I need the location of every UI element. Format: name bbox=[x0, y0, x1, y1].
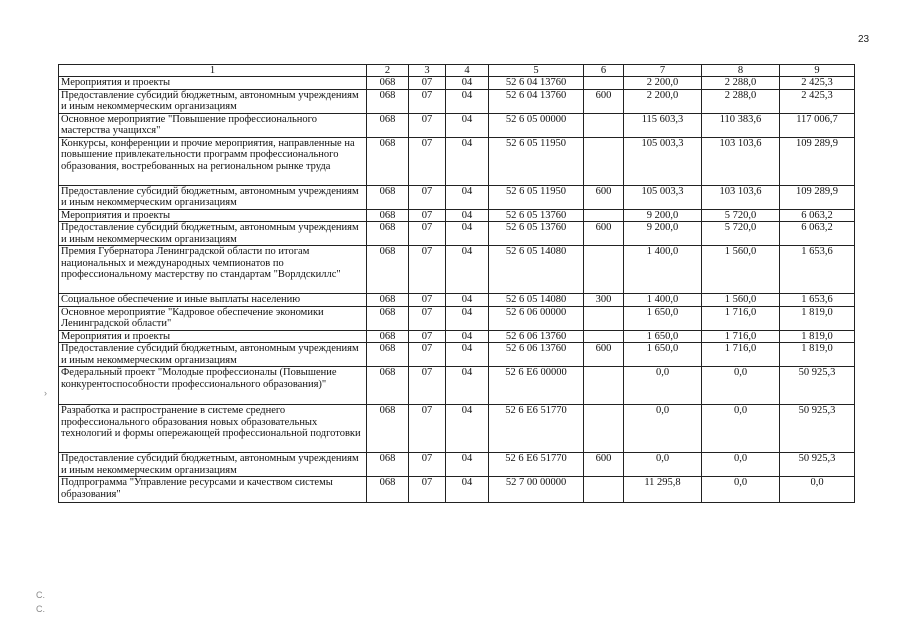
col-4-subsection: 04 bbox=[446, 222, 489, 246]
col-3-section: 07 bbox=[409, 89, 446, 113]
col-9-amount: 109 289,9 bbox=[780, 137, 855, 185]
col-9-amount: 0,0 bbox=[780, 477, 855, 503]
col-5-target-code: 52 6 05 00000 bbox=[489, 113, 584, 137]
row-name: Предоставление субсидий бюджетным, автономным учреждениям и иным некоммерческим организациям bbox=[59, 343, 367, 367]
col-6-expense-type: 600 bbox=[584, 222, 624, 246]
row-name: Основное мероприятие "Повышение профессионального мастерства учащихся" bbox=[59, 113, 367, 137]
col-8-amount: 110 383,6 bbox=[702, 113, 780, 137]
col-2-code: 068 bbox=[367, 453, 409, 477]
col-6-expense-type bbox=[584, 77, 624, 90]
row-name: Основное мероприятие "Кадровое обеспечение экономики Ленинградской области" bbox=[59, 306, 367, 330]
col-3-section: 07 bbox=[409, 405, 446, 453]
col-4-subsection: 04 bbox=[446, 137, 489, 185]
col-7-amount: 11 295,8 bbox=[624, 477, 702, 503]
column-header: 5 bbox=[489, 65, 584, 77]
col-2-code: 068 bbox=[367, 113, 409, 137]
col-2-code: 068 bbox=[367, 294, 409, 307]
row-name: Подпрограмма "Управление ресурсами и качеством системы образования" bbox=[59, 477, 367, 503]
col-3-section: 07 bbox=[409, 306, 446, 330]
row-name: Мероприятия и проекты bbox=[59, 209, 367, 222]
col-9-amount: 1 653,6 bbox=[780, 294, 855, 307]
col-6-expense-type: 600 bbox=[584, 89, 624, 113]
col-4-subsection: 04 bbox=[446, 367, 489, 405]
col-5-target-code: 52 6 04 13760 bbox=[489, 89, 584, 113]
col-3-section: 07 bbox=[409, 367, 446, 405]
col-9-amount: 1 819,0 bbox=[780, 306, 855, 330]
col-3-section: 07 bbox=[409, 330, 446, 343]
col-5-target-code: 52 6 05 11950 bbox=[489, 185, 584, 209]
col-4-subsection: 04 bbox=[446, 246, 489, 294]
col-5-target-code: 52 6 05 11950 bbox=[489, 137, 584, 185]
col-8-amount: 103 103,6 bbox=[702, 185, 780, 209]
col-2-code: 068 bbox=[367, 185, 409, 209]
col-9-amount: 6 063,2 bbox=[780, 222, 855, 246]
col-2-code: 068 bbox=[367, 306, 409, 330]
col-6-expense-type bbox=[584, 137, 624, 185]
row-name: Мероприятия и проекты bbox=[59, 77, 367, 90]
row-name: Предоставление субсидий бюджетным, автономным учреждениям и иным некоммерческим организациям bbox=[59, 453, 367, 477]
col-7-amount: 2 200,0 bbox=[624, 89, 702, 113]
col-2-code: 068 bbox=[367, 343, 409, 367]
col-9-amount: 1 819,0 bbox=[780, 330, 855, 343]
row-name: Премия Губернатора Ленинградской области по итогам национальных и международных чемпионатов по профессиональному мастерству по стандартам "Ворлдскиллс" bbox=[59, 246, 367, 294]
column-header: 1 bbox=[59, 65, 367, 77]
col-3-section: 07 bbox=[409, 343, 446, 367]
col-7-amount: 105 003,3 bbox=[624, 185, 702, 209]
col-9-amount: 6 063,2 bbox=[780, 209, 855, 222]
col-6-expense-type: 600 bbox=[584, 453, 624, 477]
col-9-amount: 2 425,3 bbox=[780, 77, 855, 90]
col-9-amount: 1 819,0 bbox=[780, 343, 855, 367]
col-5-target-code: 52 7 00 00000 bbox=[489, 477, 584, 503]
column-header: 6 bbox=[584, 65, 624, 77]
col-9-amount: 117 006,7 bbox=[780, 113, 855, 137]
column-header: 4 bbox=[446, 65, 489, 77]
col-9-amount: 1 653,6 bbox=[780, 246, 855, 294]
table-row bbox=[59, 405, 855, 453]
col-8-amount: 1 560,0 bbox=[702, 294, 780, 307]
col-2-code: 068 bbox=[367, 367, 409, 405]
col-6-expense-type bbox=[584, 405, 624, 453]
col-8-amount: 103 103,6 bbox=[702, 137, 780, 185]
col-2-code: 068 bbox=[367, 330, 409, 343]
table-row bbox=[59, 367, 855, 405]
col-7-amount: 1 400,0 bbox=[624, 246, 702, 294]
col-4-subsection: 04 bbox=[446, 306, 489, 330]
col-8-amount: 0,0 bbox=[702, 477, 780, 503]
col-4-subsection: 04 bbox=[446, 453, 489, 477]
col-4-subsection: 04 bbox=[446, 477, 489, 503]
row-name: Мероприятия и проекты bbox=[59, 330, 367, 343]
col-8-amount: 1 716,0 bbox=[702, 343, 780, 367]
col-7-amount: 1 650,0 bbox=[624, 343, 702, 367]
col-5-target-code: 52 6 05 13760 bbox=[489, 222, 584, 246]
table-row bbox=[59, 222, 855, 246]
col-8-amount: 0,0 bbox=[702, 367, 780, 405]
table-row bbox=[59, 477, 855, 503]
col-9-amount: 50 925,3 bbox=[780, 453, 855, 477]
col-6-expense-type: 300 bbox=[584, 294, 624, 307]
col-6-expense-type bbox=[584, 209, 624, 222]
col-7-amount: 105 003,3 bbox=[624, 137, 702, 185]
column-header: 7 bbox=[624, 65, 702, 77]
table-row bbox=[59, 113, 855, 137]
row-name: Предоставление субсидий бюджетным, автономным учреждениям и иным некоммерческим организациям bbox=[59, 222, 367, 246]
row-name: Предоставление субсидий бюджетным, автономным учреждениям и иным некоммерческим организациям bbox=[59, 185, 367, 209]
col-3-section: 07 bbox=[409, 477, 446, 503]
column-header: 3 bbox=[409, 65, 446, 77]
col-5-target-code: 52 6 05 13760 bbox=[489, 209, 584, 222]
col-4-subsection: 04 bbox=[446, 209, 489, 222]
col-8-amount: 1 716,0 bbox=[702, 330, 780, 343]
margin-mark: С. bbox=[36, 590, 45, 600]
col-3-section: 07 bbox=[409, 222, 446, 246]
col-5-target-code: 52 6 06 13760 bbox=[489, 343, 584, 367]
col-8-amount: 2 288,0 bbox=[702, 77, 780, 90]
col-7-amount: 115 603,3 bbox=[624, 113, 702, 137]
col-2-code: 068 bbox=[367, 209, 409, 222]
col-7-amount: 2 200,0 bbox=[624, 77, 702, 90]
col-6-expense-type bbox=[584, 306, 624, 330]
col-3-section: 07 bbox=[409, 453, 446, 477]
col-9-amount: 50 925,3 bbox=[780, 405, 855, 453]
col-7-amount: 9 200,0 bbox=[624, 209, 702, 222]
table-row bbox=[59, 209, 855, 222]
col-3-section: 07 bbox=[409, 137, 446, 185]
table-row bbox=[59, 343, 855, 367]
col-3-section: 07 bbox=[409, 246, 446, 294]
col-8-amount: 2 288,0 bbox=[702, 89, 780, 113]
row-name: Предоставление субсидий бюджетным, автономным учреждениям и иным некоммерческим организациям bbox=[59, 89, 367, 113]
col-7-amount: 9 200,0 bbox=[624, 222, 702, 246]
col-4-subsection: 04 bbox=[446, 405, 489, 453]
col-6-expense-type bbox=[584, 246, 624, 294]
table-row bbox=[59, 453, 855, 477]
col-3-section: 07 bbox=[409, 209, 446, 222]
page-number: 23 bbox=[858, 34, 870, 45]
col-7-amount: 0,0 bbox=[624, 405, 702, 453]
col-9-amount: 50 925,3 bbox=[780, 367, 855, 405]
col-6-expense-type bbox=[584, 477, 624, 503]
col-8-amount: 0,0 bbox=[702, 405, 780, 453]
table-row bbox=[59, 185, 855, 209]
col-2-code: 068 bbox=[367, 222, 409, 246]
col-5-target-code: 52 6 06 13760 bbox=[489, 330, 584, 343]
col-8-amount: 5 720,0 bbox=[702, 222, 780, 246]
table-row bbox=[59, 89, 855, 113]
col-7-amount: 0,0 bbox=[624, 453, 702, 477]
col-5-target-code: 52 6 04 13760 bbox=[489, 77, 584, 90]
table-row bbox=[59, 246, 855, 294]
row-name: Разработка и распространение в системе среднего профессионального образования новых образовательных технологий и формы опережающей профессиональной подготовки bbox=[59, 405, 367, 453]
col-4-subsection: 04 bbox=[446, 294, 489, 307]
col-8-amount: 1 716,0 bbox=[702, 306, 780, 330]
margin-mark: С. bbox=[36, 604, 45, 614]
table-row bbox=[59, 330, 855, 343]
col-7-amount: 1 650,0 bbox=[624, 306, 702, 330]
col-8-amount: 1 560,0 bbox=[702, 246, 780, 294]
col-8-amount: 0,0 bbox=[702, 453, 780, 477]
header-row bbox=[59, 65, 855, 77]
col-6-expense-type: 600 bbox=[584, 185, 624, 209]
margin-mark: › bbox=[44, 388, 47, 398]
col-2-code: 068 bbox=[367, 89, 409, 113]
col-6-expense-type: 600 bbox=[584, 343, 624, 367]
col-3-section: 07 bbox=[409, 185, 446, 209]
col-5-target-code: 52 6 05 14080 bbox=[489, 294, 584, 307]
col-6-expense-type bbox=[584, 113, 624, 137]
col-9-amount: 109 289,9 bbox=[780, 185, 855, 209]
table-row bbox=[59, 137, 855, 185]
row-name: Социальное обеспечение и иные выплаты населению bbox=[59, 294, 367, 307]
col-4-subsection: 04 bbox=[446, 343, 489, 367]
col-5-target-code: 52 6 E6 51770 bbox=[489, 453, 584, 477]
column-header: 2 bbox=[367, 65, 409, 77]
col-2-code: 068 bbox=[367, 137, 409, 185]
col-4-subsection: 04 bbox=[446, 185, 489, 209]
col-2-code: 068 bbox=[367, 246, 409, 294]
col-9-amount: 2 425,3 bbox=[780, 89, 855, 113]
col-4-subsection: 04 bbox=[446, 89, 489, 113]
col-4-subsection: 04 bbox=[446, 330, 489, 343]
col-6-expense-type bbox=[584, 367, 624, 405]
col-4-subsection: 04 bbox=[446, 113, 489, 137]
col-2-code: 068 bbox=[367, 77, 409, 90]
col-8-amount: 5 720,0 bbox=[702, 209, 780, 222]
row-name: Конкурсы, конференции и прочие мероприятия, направленные на повышение привлекательности программ профессионального образования, востребованных на региональном рынке труда bbox=[59, 137, 367, 185]
table-row bbox=[59, 77, 855, 90]
col-5-target-code: 52 6 06 00000 bbox=[489, 306, 584, 330]
column-header: 8 bbox=[702, 65, 780, 77]
col-5-target-code: 52 6 E6 00000 bbox=[489, 367, 584, 405]
col-3-section: 07 bbox=[409, 77, 446, 90]
table-row bbox=[59, 294, 855, 307]
table-row bbox=[59, 306, 855, 330]
col-2-code: 068 bbox=[367, 405, 409, 453]
row-name: Федеральный проект "Молодые профессионалы (Повышение конкурентоспособности профессионального образования)" bbox=[59, 367, 367, 405]
col-5-target-code: 52 6 E6 51770 bbox=[489, 405, 584, 453]
column-header: 9 bbox=[780, 65, 855, 77]
col-3-section: 07 bbox=[409, 294, 446, 307]
col-4-subsection: 04 bbox=[446, 77, 489, 90]
col-7-amount: 1 400,0 bbox=[624, 294, 702, 307]
col-2-code: 068 bbox=[367, 477, 409, 503]
col-6-expense-type bbox=[584, 330, 624, 343]
col-5-target-code: 52 6 05 14080 bbox=[489, 246, 584, 294]
col-7-amount: 0,0 bbox=[624, 367, 702, 405]
budget-table bbox=[58, 64, 855, 503]
col-3-section: 07 bbox=[409, 113, 446, 137]
col-7-amount: 1 650,0 bbox=[624, 330, 702, 343]
